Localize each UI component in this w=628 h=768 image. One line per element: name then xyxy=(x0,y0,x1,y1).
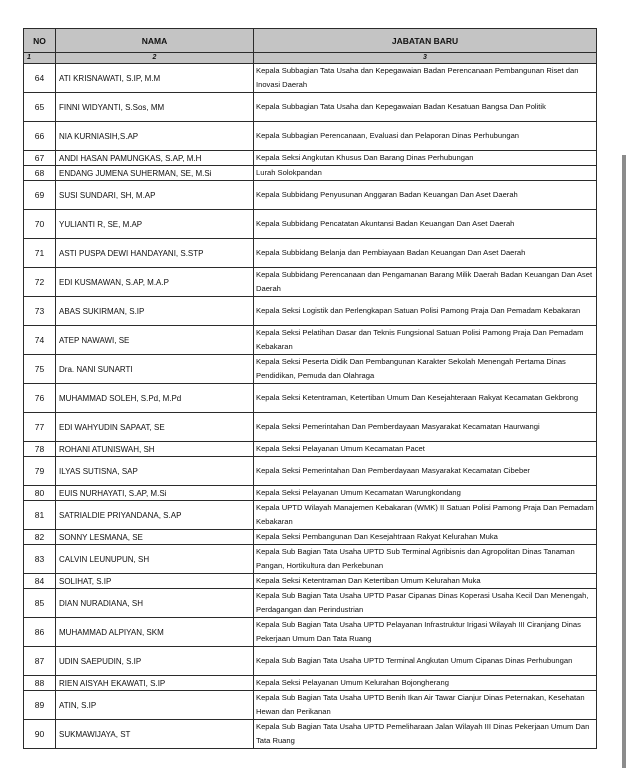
table-row xyxy=(24,326,597,355)
row-number: 83 xyxy=(24,545,56,574)
row-number: 81 xyxy=(24,501,56,530)
table-row xyxy=(24,486,597,501)
row-number: 89 xyxy=(24,691,56,720)
table-row xyxy=(24,501,597,530)
table-row xyxy=(24,210,597,239)
row-name: EDI WAHYUDIN SAPAAT, SE xyxy=(56,413,254,442)
row-position: Kepala Subbidang Pencatatan Akuntansi Badan Keuangan Dan Aset Daerah xyxy=(254,210,597,239)
row-name: ENDANG JUMENA SUHERMAN, SE, M.Si xyxy=(56,166,254,181)
row-name: ILYAS SUTISNA, SAP xyxy=(56,457,254,486)
row-name: FINNI WIDYANTI, S.Sos, MM xyxy=(56,93,254,122)
row-number: 85 xyxy=(24,589,56,618)
table-row xyxy=(24,122,597,151)
row-number: 90 xyxy=(24,720,56,749)
table-row xyxy=(24,268,597,297)
row-name: ASTI PUSPA DEWI HANDAYANI, S.STP xyxy=(56,239,254,268)
row-number: 64 xyxy=(24,64,56,93)
row-name: SUKMAWIJAYA, ST xyxy=(56,720,254,749)
row-number: 66 xyxy=(24,122,56,151)
table-row xyxy=(24,676,597,691)
row-name: ROHANI ATUNISWAH, SH xyxy=(56,442,254,457)
row-position: Kepala Sub Bagian Tata Usaha UPTD Sub Terminal Agribisnis dan Agropolitan Dinas Tanaman Pangan, Hortikultura dan Perkebunan xyxy=(254,545,597,574)
row-position: Kepala Subbidang Belanja dan Pembiayaan Badan Keuangan Dan Aset Daerah xyxy=(254,239,597,268)
row-number: 71 xyxy=(24,239,56,268)
row-number: 82 xyxy=(24,530,56,545)
column-number-3: 3 xyxy=(254,53,597,64)
row-position: Kepala Sub Bagian Tata Usaha UPTD Benih Ikan Air Tawar Cianjur Dinas Peternakan, Kesehatan Hewan dan Perikanan xyxy=(254,691,597,720)
row-position: Kepala Seksi Ketentraman, Ketertiban Umum Dan Kesejahteraan Rakyat Kecamatan Gekbrong xyxy=(254,384,597,413)
row-number: 86 xyxy=(24,618,56,647)
header-no: NO xyxy=(24,29,56,53)
row-number: 67 xyxy=(24,151,56,166)
table-row xyxy=(24,64,597,93)
row-position: Kepala Seksi Peserta Didik Dan Pembangunan Karakter Sekolah Menengah Pertama Dinas Pendidikan, Pemuda dan Olahraga xyxy=(254,355,597,384)
row-number: 75 xyxy=(24,355,56,384)
row-name: NIA KURNIASIH,S.AP xyxy=(56,122,254,151)
row-name: ATIN, S.IP xyxy=(56,691,254,720)
row-position: Kepala Subbagian Perencanaan, Evaluasi dan Pelaporan Dinas Perhubungan xyxy=(254,122,597,151)
row-number: 77 xyxy=(24,413,56,442)
row-position: Kepala UPTD Wilayah Manajemen Kebakaran (WMK) II Satuan Polisi Pamong Praja Dan Pemadam Kebakaran xyxy=(254,501,597,530)
table-row xyxy=(24,589,597,618)
row-position: Kepala Seksi Pemerintahan Dan Pemberdayaan Masyarakat Kecamatan Haurwangi xyxy=(254,413,597,442)
table-row xyxy=(24,691,597,720)
row-name: EUIS NURHAYATI, S.AP, M.Si xyxy=(56,486,254,501)
row-number: 84 xyxy=(24,574,56,589)
row-name: SUSI SUNDARI, SH, M.AP xyxy=(56,181,254,210)
row-position: Kepala Seksi Ketentraman Dan Ketertiban Umum Kelurahan Muka xyxy=(254,574,597,589)
table-row xyxy=(24,166,597,181)
table-row xyxy=(24,574,597,589)
row-name: ATI KRISNAWATI, S.IP, M.M xyxy=(56,64,254,93)
row-number: 87 xyxy=(24,647,56,676)
table-row xyxy=(24,355,597,384)
row-number: 78 xyxy=(24,442,56,457)
row-name: DIAN NURADIANA, SH xyxy=(56,589,254,618)
table-row xyxy=(24,457,597,486)
row-position: Kepala Seksi Pelayanan Umum Kecamatan Pacet xyxy=(254,442,597,457)
table-row xyxy=(24,530,597,545)
row-number: 74 xyxy=(24,326,56,355)
row-position: Kepala Seksi Pelayanan Umum Kecamatan Warungkondang xyxy=(254,486,597,501)
row-position: Kepala Seksi Pelayanan Umum Kelurahan Bojongherang xyxy=(254,676,597,691)
row-number: 65 xyxy=(24,93,56,122)
table-row xyxy=(24,384,597,413)
column-number-2: 2 xyxy=(56,53,254,64)
table-row xyxy=(24,442,597,457)
table-row xyxy=(24,151,597,166)
row-number: 68 xyxy=(24,166,56,181)
row-position: Kepala Seksi Angkutan Khusus Dan Barang Dinas Perhubungan xyxy=(254,151,597,166)
row-number: 70 xyxy=(24,210,56,239)
row-position: Kepala Sub Bagian Tata Usaha UPTD Pasar Cipanas Dinas Koperasi Usaha Kecil Dan Menengah, Perdagangan dan Perindustrian xyxy=(254,589,597,618)
row-name: YULIANTI R, SE, M.AP xyxy=(56,210,254,239)
row-number: 73 xyxy=(24,297,56,326)
table-column-number-row xyxy=(24,53,597,64)
row-name: MUHAMMAD SOLEH, S.Pd, M.Pd xyxy=(56,384,254,413)
header-name: NAMA xyxy=(56,29,254,53)
row-name: UDIN SAEPUDIN, S.IP xyxy=(56,647,254,676)
row-number: 79 xyxy=(24,457,56,486)
row-position: Kepala Subbagian Tata Usaha dan Kepegawaian Badan Kesatuan Bangsa Dan Politik xyxy=(254,93,597,122)
row-position: Kepala Subbagian Tata Usaha dan Kepegawaian Badan Perencanaan Pembangunan Riset dan Inovasi Daerah xyxy=(254,64,597,93)
table-row xyxy=(24,93,597,122)
row-position: Kepala Subbidang Penyusunan Anggaran Badan Keuangan Dan Aset Daerah xyxy=(254,181,597,210)
row-position: Kepala Seksi Logistik dan Perlengkapan Satuan Polisi Pamong Praja Dan Pemadam Kebakaran xyxy=(254,297,597,326)
row-position: Kepala Subbidang Perencanaan dan Pengamanan Barang Milik Daerah Badan Keuangan Dan Aset Daerah xyxy=(254,268,597,297)
row-number: 69 xyxy=(24,181,56,210)
table-row xyxy=(24,545,597,574)
officials-table xyxy=(23,28,597,749)
row-number: 76 xyxy=(24,384,56,413)
row-position: Kepala Sub Bagian Tata Usaha UPTD Pelayanan Infrastruktur Irigasi Wilayah III Ciranjang Dinas Pekerjaan Umum Dan Tata Ruang xyxy=(254,618,597,647)
row-name: RIEN AISYAH EKAWATI, S.IP xyxy=(56,676,254,691)
table-row xyxy=(24,413,597,442)
row-position: Kepala Sub Bagian Tata Usaha UPTD Pemeliharaan Jalan Wilayah III Dinas Pekerjaan Umum Dan Tata Ruang xyxy=(254,720,597,749)
vertical-scrollbar[interactable] xyxy=(622,155,626,768)
row-position: Kepala Sub Bagian Tata Usaha UPTD Terminal Angkutan Umum Cipanas Dinas Perhubungan xyxy=(254,647,597,676)
row-name: SATRIALDIE PRIYANDANA, S.AP xyxy=(56,501,254,530)
column-number-1: 1 xyxy=(24,53,56,64)
row-position: Lurah Solokpandan xyxy=(254,166,597,181)
row-name: ANDI HASAN PAMUNGKAS, S.AP, M.H xyxy=(56,151,254,166)
row-number: 80 xyxy=(24,486,56,501)
table-body xyxy=(24,64,597,749)
row-name: Dra. NANI SUNARTI xyxy=(56,355,254,384)
table-row xyxy=(24,618,597,647)
table-row xyxy=(24,181,597,210)
table-row xyxy=(24,239,597,268)
document-table-container xyxy=(23,28,596,749)
header-job: JABATAN BARU xyxy=(254,29,597,53)
row-number: 88 xyxy=(24,676,56,691)
table-row xyxy=(24,720,597,749)
row-name: CALVIN LEUNUPUN, SH xyxy=(56,545,254,574)
table-header-row xyxy=(24,29,597,53)
row-name: EDI KUSMAWAN, S.AP, M.A.P xyxy=(56,268,254,297)
row-name: ABAS SUKIRMAN, S.IP xyxy=(56,297,254,326)
row-name: SONNY LESMANA, SE xyxy=(56,530,254,545)
row-position: Kepala Seksi Pembangunan Dan Kesejahtraan Rakyat Kelurahan Muka xyxy=(254,530,597,545)
table-row xyxy=(24,297,597,326)
table-row xyxy=(24,647,597,676)
row-position: Kepala Seksi Pemerintahan Dan Pemberdayaan Masyarakat Kecamatan Cibeber xyxy=(254,457,597,486)
row-number: 72 xyxy=(24,268,56,297)
row-name: ATEP NAWAWI, SE xyxy=(56,326,254,355)
row-name: SOLIHAT, S.IP xyxy=(56,574,254,589)
row-position: Kepala Seksi Pelatihan Dasar dan Teknis Fungsional Satuan Polisi Pamong Praja Dan Pemadam Kebakaran xyxy=(254,326,597,355)
row-name: MUHAMMAD ALPIYAN, SKM xyxy=(56,618,254,647)
